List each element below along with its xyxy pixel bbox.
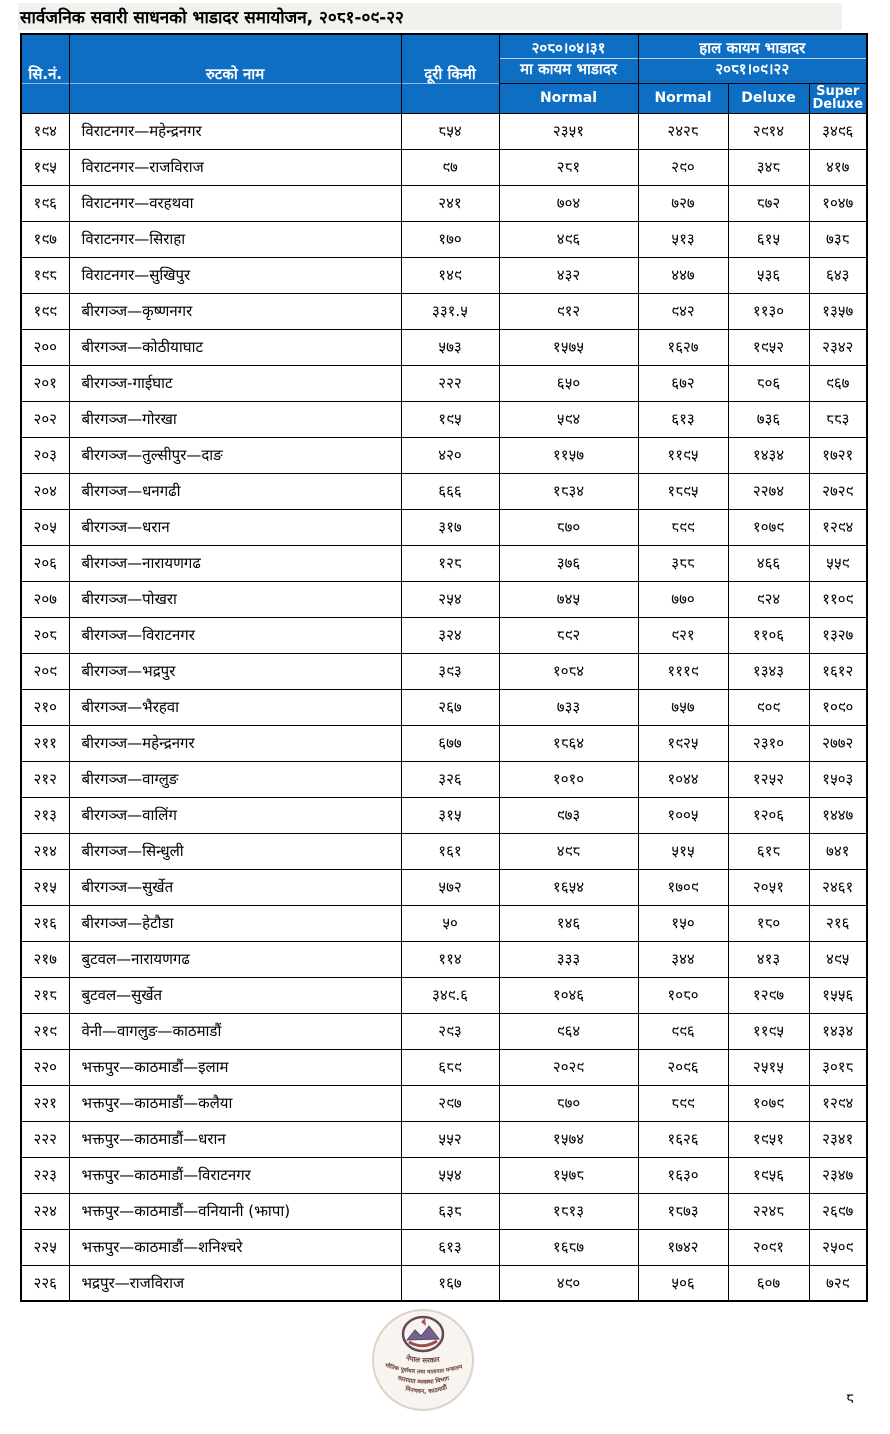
stamp-text-ministry: भौतिक पूर्वाधार तथा यातायात मन्त्रालय — [384, 1362, 464, 1376]
distance-cell: १४९ — [401, 257, 499, 293]
deluxe-fare-cell: १२९७ — [728, 977, 809, 1013]
normal-fare-cell: ५१३ — [638, 221, 728, 257]
normal-fare-cell: ६७२ — [638, 365, 728, 401]
super-deluxe-fare-cell: ८८३ — [809, 401, 867, 437]
deluxe-fare-cell: १४३४ — [728, 437, 809, 473]
distance-cell: १२८ — [401, 545, 499, 581]
route-cell: बीरगञ्ज—विराटनगर — [69, 617, 401, 653]
stamp-text-location: मिनभवन, काठमाडौं — [404, 1383, 449, 1396]
route-cell: बीरगञ्ज—धरान — [69, 509, 401, 545]
route-cell: बीरगञ्ज—धनगढी — [69, 473, 401, 509]
distance-cell: ३१७ — [401, 509, 499, 545]
distance-cell: २४१ — [401, 185, 499, 221]
old-normal-fare-cell: ७०४ — [499, 185, 638, 221]
normal-fare-cell: १६३० — [638, 1157, 728, 1193]
old-normal-fare-cell: १५७५ — [499, 329, 638, 365]
distance-cell: २५४ — [401, 581, 499, 617]
sn-cell: २१६ — [21, 905, 69, 941]
sn-cell: २१९ — [21, 1013, 69, 1049]
old-normal-fare-cell: १५७८ — [499, 1157, 638, 1193]
route-cell: बुटवल—सुर्खेत — [69, 977, 401, 1013]
table-row — [21, 257, 867, 293]
old-normal-fare-cell: ५९४ — [499, 401, 638, 437]
distance-cell: ५० — [401, 905, 499, 941]
super-deluxe-fare-cell: ५५९ — [809, 545, 867, 581]
distance-cell: ११४ — [401, 941, 499, 977]
super-deluxe-fare-cell: ६४३ — [809, 257, 867, 293]
header-super-deluxe: Super Deluxe — [809, 83, 867, 113]
route-cell: विराटनगर—महेन्द्रनगर — [69, 113, 401, 149]
table-row — [21, 1085, 867, 1121]
deluxe-fare-cell: १०७९ — [728, 1085, 809, 1121]
sn-cell: २१० — [21, 689, 69, 725]
table-row — [21, 653, 867, 689]
sn-cell: २०६ — [21, 545, 69, 581]
page-number: ८ — [846, 1389, 854, 1407]
distance-cell: ६३८ — [401, 1193, 499, 1229]
distance-cell: ३९३ — [401, 653, 499, 689]
sn-cell: २१३ — [21, 797, 69, 833]
sn-cell: २०५ — [21, 509, 69, 545]
table-row — [21, 1013, 867, 1049]
super-deluxe-fare-cell: १५५६ — [809, 977, 867, 1013]
super-deluxe-fare-cell: ७३८ — [809, 221, 867, 257]
sn-cell: २११ — [21, 725, 69, 761]
super-deluxe-fare-cell: २५०९ — [809, 1229, 867, 1265]
old-normal-fare-cell: ३३३ — [499, 941, 638, 977]
distance-cell: ५५२ — [401, 1121, 499, 1157]
normal-fare-cell: ५०६ — [638, 1265, 728, 1301]
distance-cell: ३२४ — [401, 617, 499, 653]
old-normal-fare-cell: ११५७ — [499, 437, 638, 473]
sn-cell: २२६ — [21, 1265, 69, 1301]
table-row — [21, 1157, 867, 1193]
normal-fare-cell: १०४४ — [638, 761, 728, 797]
deluxe-fare-cell: १२०६ — [728, 797, 809, 833]
old-normal-fare-cell: २३५१ — [499, 113, 638, 149]
route-cell: भक्तपुर—काठमाडौं—धरान — [69, 1121, 401, 1157]
header-old-normal: Normal — [499, 83, 638, 113]
deluxe-fare-cell: १३४३ — [728, 653, 809, 689]
old-normal-fare-cell: १५७४ — [499, 1121, 638, 1157]
header-distance-km: दूरी किमी — [401, 34, 499, 113]
normal-fare-cell: ८९९ — [638, 1085, 728, 1121]
super-deluxe-fare-cell: १६१२ — [809, 653, 867, 689]
route-cell: बीरगञ्ज—नारायणगढ — [69, 545, 401, 581]
deluxe-fare-cell: २२४८ — [728, 1193, 809, 1229]
table-row — [21, 185, 867, 221]
header-old-fare-group — [499, 34, 638, 83]
old-normal-fare-cell: १८१३ — [499, 1193, 638, 1229]
deluxe-fare-cell: २५१५ — [728, 1049, 809, 1085]
route-cell: बीरगञ्ज—वालिंग — [69, 797, 401, 833]
normal-fare-cell: १९२५ — [638, 725, 728, 761]
super-deluxe-fare-cell: २३४२ — [809, 329, 867, 365]
sn-cell: १९८ — [21, 257, 69, 293]
deluxe-fare-cell: १९५२ — [728, 329, 809, 365]
super-deluxe-fare-cell: ४१७ — [809, 149, 867, 185]
sn-cell: २२४ — [21, 1193, 69, 1229]
deluxe-fare-cell: ११९५ — [728, 1013, 809, 1049]
normal-fare-cell: ७७० — [638, 581, 728, 617]
old-normal-fare-cell: १८३४ — [499, 473, 638, 509]
sn-cell: २२२ — [21, 1121, 69, 1157]
distance-cell: ३१५ — [401, 797, 499, 833]
old-normal-fare-cell: ९७३ — [499, 797, 638, 833]
distance-cell: ५७२ — [401, 869, 499, 905]
deluxe-fare-cell: ११३० — [728, 293, 809, 329]
table-row — [21, 869, 867, 905]
fare-table-body — [21, 113, 867, 1301]
table-row — [21, 473, 867, 509]
old-normal-fare-cell: ९१२ — [499, 293, 638, 329]
super-deluxe-fare-cell: ११०९ — [809, 581, 867, 617]
route-cell: भक्तपुर—काठमाडौं—वनियानी (झापा) — [69, 1193, 401, 1229]
deluxe-fare-cell: ३४८ — [728, 149, 809, 185]
header-current-fare-label: हाल कायम भाडादर — [639, 38, 867, 59]
old-normal-fare-cell: ४९८ — [499, 833, 638, 869]
route-cell: विराटनगर—वरहथवा — [69, 185, 401, 221]
old-normal-fare-cell: ४३२ — [499, 257, 638, 293]
deluxe-fare-cell: १८० — [728, 905, 809, 941]
sn-cell: २२१ — [21, 1085, 69, 1121]
normal-fare-cell: ११९५ — [638, 437, 728, 473]
distance-cell: १७० — [401, 221, 499, 257]
deluxe-fare-cell: १९५१ — [728, 1121, 809, 1157]
distance-cell: ६६६ — [401, 473, 499, 509]
deluxe-fare-cell: ५३६ — [728, 257, 809, 293]
old-normal-fare-cell: १०८४ — [499, 653, 638, 689]
deluxe-fare-cell: ७३६ — [728, 401, 809, 437]
table-row — [21, 509, 867, 545]
route-cell: विराटनगर—राजविराज — [69, 149, 401, 185]
distance-cell: १६१ — [401, 833, 499, 869]
table-row — [21, 545, 867, 581]
deluxe-fare-cell: ४६६ — [728, 545, 809, 581]
old-normal-fare-cell: १४६ — [499, 905, 638, 941]
route-cell: बीरगञ्ज—कोठीयाघाट — [69, 329, 401, 365]
deluxe-fare-cell: १९५६ — [728, 1157, 809, 1193]
title-band — [18, 3, 842, 30]
old-normal-fare-cell: १६५४ — [499, 869, 638, 905]
sn-cell: १९७ — [21, 221, 69, 257]
super-deluxe-fare-cell: ९६७ — [809, 365, 867, 401]
page-title: सार्वजनिक सवारी साधनको भाडादर समायोजन, २०८१-०९-२२ — [20, 8, 404, 28]
old-normal-fare-cell: १८६४ — [499, 725, 638, 761]
normal-fare-cell: ६१३ — [638, 401, 728, 437]
sn-cell: २१५ — [21, 869, 69, 905]
route-cell: वेनी—वागलुङ—काठमाडौं — [69, 1013, 401, 1049]
table-row — [21, 437, 867, 473]
sn-cell: २१४ — [21, 833, 69, 869]
route-cell: भक्तपुर—काठमाडौं—इलाम — [69, 1049, 401, 1085]
super-deluxe-fare-cell: २३४१ — [809, 1121, 867, 1157]
normal-fare-cell: ३४४ — [638, 941, 728, 977]
normal-fare-cell: ७२७ — [638, 185, 728, 221]
header-serial-number: सि.नं. — [21, 34, 69, 113]
route-cell: विराटनगर—सुखिपुर — [69, 257, 401, 293]
distance-cell: ६८९ — [401, 1049, 499, 1085]
sn-cell: २१२ — [21, 761, 69, 797]
deluxe-fare-cell: २०९१ — [728, 1229, 809, 1265]
normal-fare-cell: ५१५ — [638, 833, 728, 869]
table-row — [21, 941, 867, 977]
sn-cell: २१७ — [21, 941, 69, 977]
super-deluxe-fare-cell: २७२९ — [809, 473, 867, 509]
normal-fare-cell: ९९६ — [638, 1013, 728, 1049]
distance-cell: २९३ — [401, 1013, 499, 1049]
table-row — [21, 293, 867, 329]
table-row — [21, 1193, 867, 1229]
route-cell: बुटवल—नारायणगढ — [69, 941, 401, 977]
sn-cell: १९५ — [21, 149, 69, 185]
distance-cell: २२२ — [401, 365, 499, 401]
route-cell: बीरगञ्ज—महेन्द्रनगर — [69, 725, 401, 761]
distance-cell: ३४९.६ — [401, 977, 499, 1013]
header-current-fare-group — [638, 34, 867, 83]
sn-cell: २०४ — [21, 473, 69, 509]
normal-fare-cell: १८७३ — [638, 1193, 728, 1229]
distance-cell: ८५४ — [401, 113, 499, 149]
deluxe-fare-cell: ९०९ — [728, 689, 809, 725]
sn-cell: २०७ — [21, 581, 69, 617]
super-deluxe-fare-cell: ७२९ — [809, 1265, 867, 1301]
old-normal-fare-cell: ७३३ — [499, 689, 638, 725]
super-deluxe-fare-cell: १३२७ — [809, 617, 867, 653]
normal-fare-cell: १७४२ — [638, 1229, 728, 1265]
route-cell: भद्रपुर—राजविराज — [69, 1265, 401, 1301]
super-deluxe-fare-cell: १०४७ — [809, 185, 867, 221]
old-normal-fare-cell: १०४६ — [499, 977, 638, 1013]
fare-table — [20, 33, 868, 1302]
deluxe-fare-cell: ८०६ — [728, 365, 809, 401]
header-route-name: रुटको नाम — [69, 34, 401, 113]
normal-fare-cell: १११९ — [638, 653, 728, 689]
table-row — [21, 725, 867, 761]
stamp-text-department: यातायात व्यवस्था विभाग — [396, 1374, 451, 1386]
distance-cell: १६७ — [401, 1265, 499, 1301]
sn-cell: २०३ — [21, 437, 69, 473]
old-normal-fare-cell: १०१० — [499, 761, 638, 797]
deluxe-fare-cell: २२७४ — [728, 473, 809, 509]
deluxe-fare-cell: २३१० — [728, 725, 809, 761]
old-normal-fare-cell: ८७० — [499, 509, 638, 545]
old-normal-fare-cell: ४९० — [499, 1265, 638, 1301]
deluxe-fare-cell: १०७९ — [728, 509, 809, 545]
table-row — [21, 977, 867, 1013]
table-row — [21, 113, 867, 149]
normal-fare-cell: ९४२ — [638, 293, 728, 329]
table-row — [21, 149, 867, 185]
super-deluxe-fare-cell: १२९४ — [809, 509, 867, 545]
super-deluxe-fare-cell: १७२१ — [809, 437, 867, 473]
super-deluxe-fare-cell: ७४१ — [809, 833, 867, 869]
old-normal-fare-cell: २८१ — [499, 149, 638, 185]
sn-cell: २०० — [21, 329, 69, 365]
sn-cell: २२० — [21, 1049, 69, 1085]
old-normal-fare-cell: ८७० — [499, 1085, 638, 1121]
table-row — [21, 1049, 867, 1085]
super-deluxe-fare-cell: १५०३ — [809, 761, 867, 797]
normal-fare-cell: १५० — [638, 905, 728, 941]
old-normal-fare-cell: ९६४ — [499, 1013, 638, 1049]
official-stamp — [363, 1306, 483, 1416]
super-deluxe-fare-cell: ३०१८ — [809, 1049, 867, 1085]
table-row — [21, 1229, 867, 1265]
distance-cell: ५५४ — [401, 1157, 499, 1193]
deluxe-fare-cell: ६१८ — [728, 833, 809, 869]
old-normal-fare-cell: १६८७ — [499, 1229, 638, 1265]
super-deluxe-fare-cell: ३४९६ — [809, 113, 867, 149]
route-cell: बीरगञ्ज—कृष्णनगर — [69, 293, 401, 329]
super-deluxe-fare-cell: २६९७ — [809, 1193, 867, 1229]
table-row — [21, 761, 867, 797]
distance-cell: ६१३ — [401, 1229, 499, 1265]
route-cell: भक्तपुर—काठमाडौं—शनिश्चरे — [69, 1229, 401, 1265]
distance-cell: ४२० — [401, 437, 499, 473]
route-cell: बीरगञ्ज-गाईघाट — [69, 365, 401, 401]
deluxe-fare-cell: ६१५ — [728, 221, 809, 257]
normal-fare-cell: १००५ — [638, 797, 728, 833]
old-normal-fare-cell: ४९६ — [499, 221, 638, 257]
sn-cell: २२३ — [21, 1157, 69, 1193]
normal-fare-cell: २४२८ — [638, 113, 728, 149]
normal-fare-cell: ७५७ — [638, 689, 728, 725]
sn-cell: २२५ — [21, 1229, 69, 1265]
route-cell: भक्तपुर—काठमाडौं—विराटनगर — [69, 1157, 401, 1193]
sn-cell: १९९ — [21, 293, 69, 329]
header-old-fare-date: २०८०।०४।३१ — [500, 38, 638, 59]
fare-table-header — [21, 34, 867, 113]
normal-fare-cell: १०८० — [638, 977, 728, 1013]
distance-cell: ३३१.५ — [401, 293, 499, 329]
normal-fare-cell: १८९५ — [638, 473, 728, 509]
distance-cell: ३२६ — [401, 761, 499, 797]
route-cell: बीरगञ्ज—सुर्खेत — [69, 869, 401, 905]
table-row — [21, 1265, 867, 1301]
table-row — [21, 365, 867, 401]
route-cell: भक्तपुर—काठमाडौं—कलैया — [69, 1085, 401, 1121]
normal-fare-cell: ८९९ — [638, 509, 728, 545]
route-cell: बीरगञ्ज—भद्रपुर — [69, 653, 401, 689]
old-normal-fare-cell: ३७६ — [499, 545, 638, 581]
super-deluxe-fare-cell: २१६ — [809, 905, 867, 941]
deluxe-fare-cell: २९१४ — [728, 113, 809, 149]
table-row — [21, 905, 867, 941]
sn-cell: २०८ — [21, 617, 69, 653]
deluxe-fare-cell: १२५२ — [728, 761, 809, 797]
distance-cell: २९७ — [401, 1085, 499, 1121]
super-deluxe-fare-cell: २७७२ — [809, 725, 867, 761]
deluxe-fare-cell: ११०६ — [728, 617, 809, 653]
old-normal-fare-cell: ७४५ — [499, 581, 638, 617]
super-deluxe-fare-cell: १३५७ — [809, 293, 867, 329]
normal-fare-cell: १६२७ — [638, 329, 728, 365]
stamp-text-government: नेपाल सरकार — [405, 1354, 441, 1365]
route-cell: बीरगञ्ज—गोरखा — [69, 401, 401, 437]
distance-cell: १९५ — [401, 401, 499, 437]
route-cell: बीरगञ्ज—तुल्सीपुर—दाङ — [69, 437, 401, 473]
super-deluxe-fare-cell: १२९४ — [809, 1085, 867, 1121]
super-deluxe-fare-cell: १४४७ — [809, 797, 867, 833]
normal-fare-cell: ९२१ — [638, 617, 728, 653]
sn-cell: २०२ — [21, 401, 69, 437]
super-deluxe-fare-cell: ४९५ — [809, 941, 867, 977]
deluxe-fare-cell: ८७२ — [728, 185, 809, 221]
normal-fare-cell: २०९६ — [638, 1049, 728, 1085]
route-cell: बीरगञ्ज—सिन्धुली — [69, 833, 401, 869]
distance-cell: ५७३ — [401, 329, 499, 365]
table-row — [21, 1121, 867, 1157]
header-old-fare-label: मा कायम भाडादर — [520, 60, 617, 79]
route-cell: विराटनगर—सिराहा — [69, 221, 401, 257]
table-row — [21, 797, 867, 833]
distance-cell: २६७ — [401, 689, 499, 725]
route-cell: बीरगञ्ज—पोखरा — [69, 581, 401, 617]
header-normal: Normal — [638, 83, 728, 113]
old-normal-fare-cell: ६५० — [499, 365, 638, 401]
table-row — [21, 833, 867, 869]
sn-cell: १९६ — [21, 185, 69, 221]
route-cell: बीरगञ्ज—हेटौडा — [69, 905, 401, 941]
table-row — [21, 617, 867, 653]
old-normal-fare-cell: २०२९ — [499, 1049, 638, 1085]
normal-fare-cell: १७०९ — [638, 869, 728, 905]
route-cell: बीरगञ्ज—भैरहवा — [69, 689, 401, 725]
table-row — [21, 689, 867, 725]
normal-fare-cell: १६२६ — [638, 1121, 728, 1157]
header-deluxe: Deluxe — [728, 83, 809, 113]
sn-cell: २१८ — [21, 977, 69, 1013]
table-row — [21, 581, 867, 617]
sn-cell: २०९ — [21, 653, 69, 689]
normal-fare-cell: ४४७ — [638, 257, 728, 293]
deluxe-fare-cell: ६०७ — [728, 1265, 809, 1301]
distance-cell: ६७७ — [401, 725, 499, 761]
deluxe-fare-cell: ४१३ — [728, 941, 809, 977]
table-row — [21, 221, 867, 257]
deluxe-fare-cell: २०५१ — [728, 869, 809, 905]
table-row — [21, 329, 867, 365]
sn-cell: २०१ — [21, 365, 69, 401]
normal-fare-cell: ३८८ — [638, 545, 728, 581]
super-deluxe-fare-cell: २४६१ — [809, 869, 867, 905]
table-row — [21, 401, 867, 437]
distance-cell: ९७ — [401, 149, 499, 185]
deluxe-fare-cell: ९२४ — [728, 581, 809, 617]
super-deluxe-fare-cell: २३४७ — [809, 1157, 867, 1193]
sn-cell: १९४ — [21, 113, 69, 149]
super-deluxe-fare-cell: १०९० — [809, 689, 867, 725]
super-deluxe-fare-cell: १४३४ — [809, 1013, 867, 1049]
old-normal-fare-cell: ८९२ — [499, 617, 638, 653]
route-cell: बीरगञ्ज—वाग्लुङ — [69, 761, 401, 797]
normal-fare-cell: २९० — [638, 149, 728, 185]
header-current-fare-date: २०८१।०९।२२ — [715, 60, 790, 79]
